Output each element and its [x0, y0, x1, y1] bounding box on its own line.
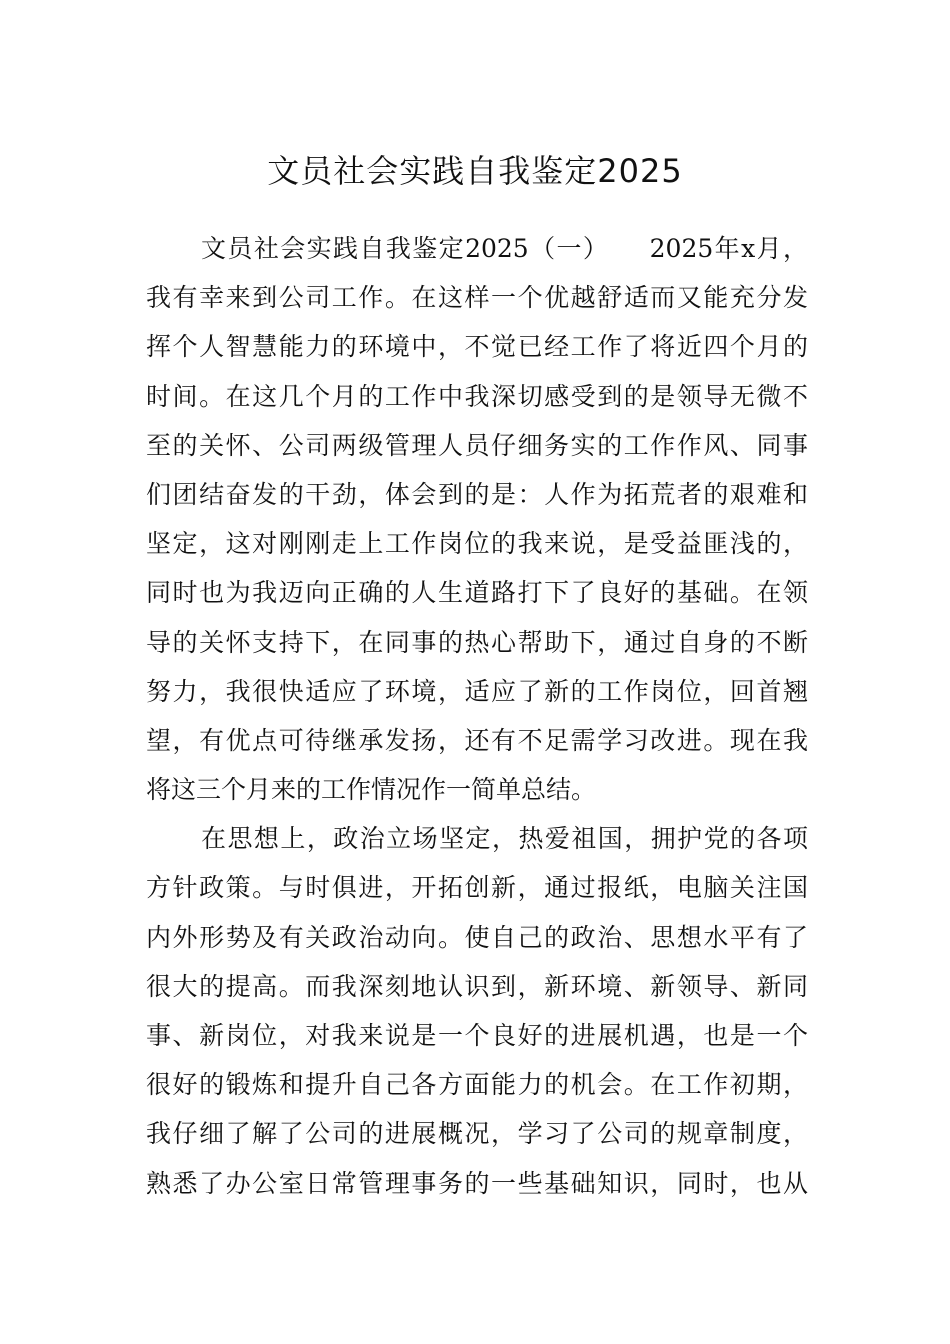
- text-line: 我仔细了解了公司的进展概况，学习了公司的规章制度，: [146, 1119, 808, 1149]
- text-line: 文员社会实践自我鉴定2025（一） 2025年x月，: [201, 234, 808, 263]
- text-line: 挥个人智慧能力的环境中，不觉已经工作了将近四个月的: [146, 332, 808, 362]
- text-line: 同时也为我迈向正确的人生道路打下了良好的基础。在领: [146, 578, 808, 608]
- text-line: 很大的提高。而我深刻地认识到，新环境、新领导、新同: [146, 971, 808, 1001]
- text-line: 时间。在这几个月的工作中我深切感受到的是领导无微不: [146, 381, 808, 411]
- text-line: 事、新岗位，对我来说是一个良好的进展机遇，也是一个: [146, 1021, 808, 1050]
- paragraph-1: [146, 224, 808, 814]
- text-line: 内外形势及有关政治动向。使自己的政治、思想水平有了: [146, 922, 808, 952]
- text-line: 望，有优点可待继承发扬，还有不足需学习改进。现在我: [146, 725, 808, 755]
- text-line: 将这三个月来的工作情况作一简单总结。: [146, 775, 597, 805]
- text-line: 坚定，这对刚刚走上工作岗位的我来说，是受益匪浅的，: [146, 529, 808, 559]
- text-line: 我有幸来到公司工作。在这样一个优越舒适而又能充分发: [146, 283, 808, 313]
- text-line: 们团结奋发的干劲，体会到的是：人作为拓荒者的艰难和: [146, 479, 808, 509]
- text-line: 导的关怀支持下，在同事的热心帮助下，通过自身的不断: [146, 627, 808, 657]
- document-body: [146, 224, 808, 1208]
- text-line: 熟悉了办公室日常管理事务的一些基础知识，同时，也从: [146, 1168, 808, 1198]
- document-title: 文员社会实践自我鉴定2025: [267, 152, 683, 191]
- paragraph-2: [146, 814, 808, 1208]
- text-line: 很好的锻炼和提升自己各方面能力的机会。在工作初期，: [146, 1070, 808, 1100]
- text-line: 方针政策。与时俱进，开拓创新，通过报纸，电脑关注国: [146, 873, 808, 903]
- text-line: 至的关怀、公司两级管理人员仔细务实的工作作风、同事: [146, 430, 808, 460]
- text-line: 努力，我很快适应了环境，适应了新的工作岗位，回首翘: [146, 676, 808, 706]
- text-line: 在思想上，政治立场坚定，热爱祖国，拥护党的各项: [201, 824, 808, 854]
